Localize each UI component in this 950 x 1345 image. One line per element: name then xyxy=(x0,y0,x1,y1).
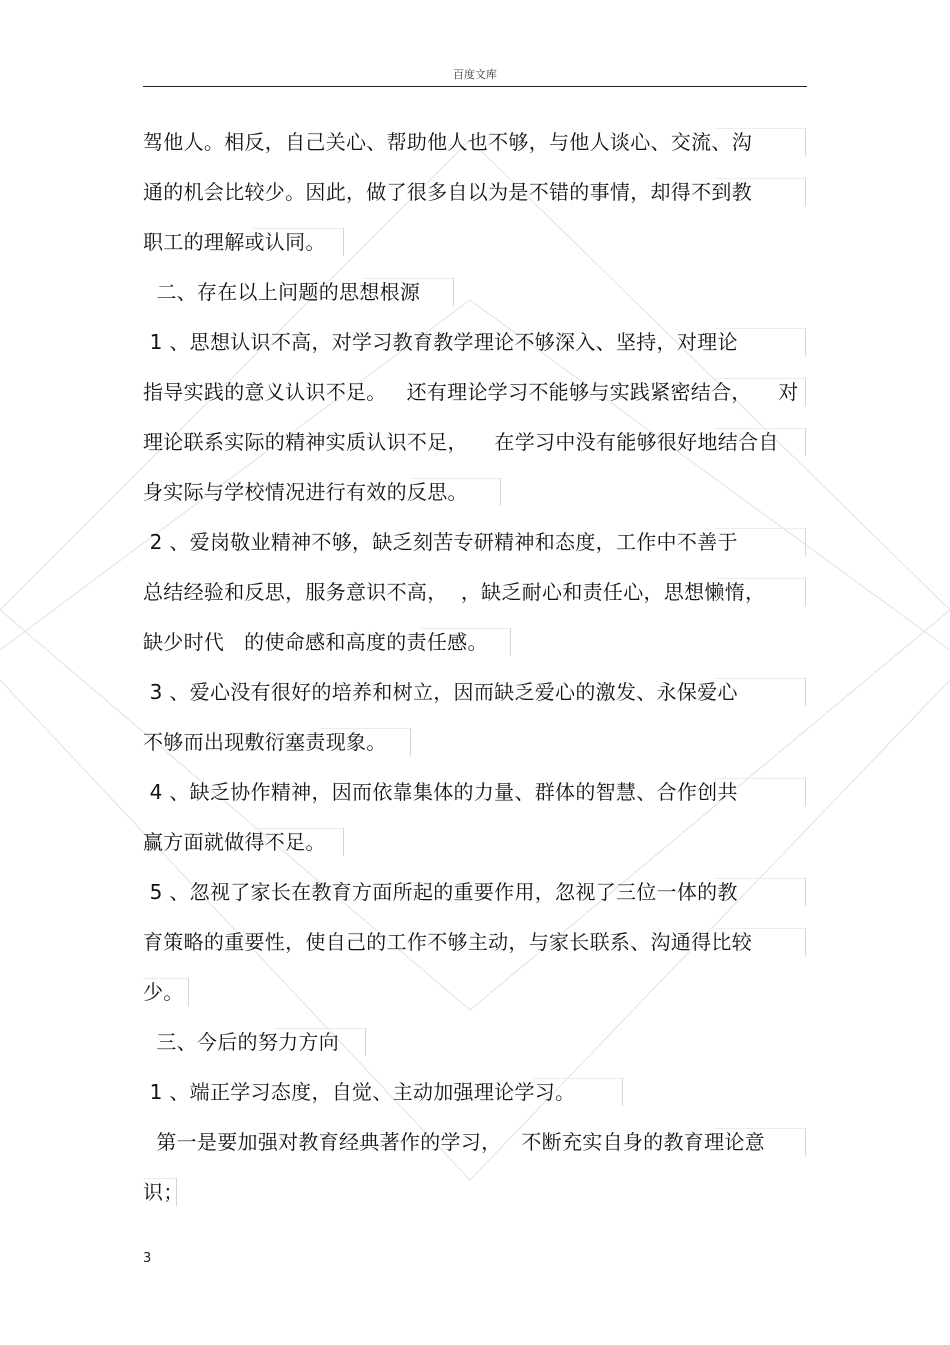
text-line xyxy=(143,1128,807,1156)
line-guide xyxy=(715,178,805,179)
text-line-content: 第一是要加强对教育经典著作的学习， 不断充实自身的教育理论意 xyxy=(143,1130,765,1154)
text-line xyxy=(143,428,807,456)
text-line xyxy=(143,228,345,256)
header-divider xyxy=(143,86,807,87)
text-line-content: 少。 xyxy=(143,980,184,1004)
line-guide xyxy=(420,628,510,629)
line-guide xyxy=(715,1128,805,1129)
line-guide xyxy=(143,1178,176,1179)
text-line-content: 识； xyxy=(143,1180,184,1204)
line-guide xyxy=(715,378,805,379)
line-end-marker xyxy=(500,478,501,506)
line-end-marker xyxy=(805,928,806,956)
line-end-marker xyxy=(410,728,411,756)
line-guide xyxy=(715,928,805,929)
page-number: 3 xyxy=(143,1251,152,1266)
line-end-marker xyxy=(510,628,511,656)
header-title: 百度文库 xyxy=(453,68,497,81)
line-guide xyxy=(143,978,188,979)
line-end-marker xyxy=(805,678,806,706)
text-line xyxy=(143,128,807,156)
line-guide xyxy=(715,678,805,679)
line-end-marker xyxy=(805,128,806,156)
text-line xyxy=(143,278,455,306)
text-line-content: 指导实践的意义认识不足。 还有理论学习不能够与实践紧密结合， 对 xyxy=(143,380,799,404)
text-line-content: 理论联系实际的精神实质认识不足， 在学习中没有能够很好地结合自 xyxy=(143,430,779,454)
text-line-content: 缺少时代 的使命感和高度的责任感。 xyxy=(143,630,488,654)
text-line xyxy=(143,1178,184,1206)
line-guide xyxy=(253,228,343,229)
line-guide xyxy=(275,1028,365,1029)
line-end-marker xyxy=(805,178,806,206)
line-guide xyxy=(532,1078,622,1079)
text-line-content: 驾他人。相反，自己关心、帮助他人也不够，与他人谈心、交流、沟 xyxy=(143,130,752,154)
text-line xyxy=(143,678,807,706)
text-line-content: 二、存在以上问题的思想根源 xyxy=(143,280,421,304)
line-guide xyxy=(715,528,805,529)
text-line-content: 总结经验和反思，服务意识不高， ，缺乏耐心和责任心，思想懒惰， xyxy=(143,580,766,604)
text-line-content: 职工的理解或认同。 xyxy=(143,230,326,254)
text-line-content: 不够而出现敷衍塞责现象。 xyxy=(143,730,387,754)
line-guide xyxy=(410,478,500,479)
line-end-marker xyxy=(176,1178,177,1206)
text-line-content: 通的机会比较少。因此，做了很多自以为是不错的事情，却得不到教 xyxy=(143,180,752,204)
line-end-marker xyxy=(805,578,806,606)
text-line xyxy=(143,528,807,556)
text-line-content: 5 、忽视了家长在教育方面所起的重要作用，忽视了三位一体的教 xyxy=(143,880,738,904)
line-end-marker xyxy=(805,428,806,456)
text-line xyxy=(143,828,345,856)
line-end-marker xyxy=(805,328,806,356)
line-end-marker xyxy=(805,778,806,806)
text-line xyxy=(143,1028,367,1056)
line-guide xyxy=(715,128,805,129)
text-line xyxy=(143,628,512,656)
text-line xyxy=(143,378,807,406)
line-end-marker xyxy=(343,828,344,856)
text-line-content: 3 、爱心没有很好的培养和树立，因而缺乏爱心的激发、永保爱心 xyxy=(143,680,738,704)
line-end-marker xyxy=(622,1078,623,1106)
text-line xyxy=(143,1078,624,1106)
line-guide xyxy=(715,578,805,579)
line-end-marker xyxy=(365,1028,366,1056)
line-end-marker xyxy=(805,878,806,906)
text-line-content: 1 、思想认识不高，对学习教育教学理论不够深入、坚持，对理论 xyxy=(143,330,738,354)
text-line xyxy=(143,928,807,956)
line-guide xyxy=(320,728,410,729)
text-line-content: 育策略的重要性，使自己的工作不够主动，与家长联系、沟通得比较 xyxy=(143,930,752,954)
line-end-marker xyxy=(343,228,344,256)
text-line xyxy=(143,728,412,756)
line-guide xyxy=(363,278,453,279)
text-line-content: 1 、端正学习态度，自觉、主动加强理论学习。 xyxy=(143,1080,576,1104)
line-end-marker xyxy=(805,1128,806,1156)
text-line-content: 赢方面就做得不足。 xyxy=(143,830,326,854)
text-line xyxy=(143,328,807,356)
text-line xyxy=(143,578,807,606)
line-guide xyxy=(715,878,805,879)
text-line xyxy=(143,978,190,1006)
text-line-content: 身实际与学校情况进行有效的反思。 xyxy=(143,480,468,504)
text-line-content: 三、今后的努力方向 xyxy=(143,1030,340,1054)
text-line xyxy=(143,478,502,506)
line-guide xyxy=(715,778,805,779)
text-line xyxy=(143,778,807,806)
text-line xyxy=(143,178,807,206)
line-end-marker xyxy=(805,528,806,556)
text-line-content: 2 、爱岗敬业精神不够，缺乏刻苦专研精神和态度，工作中不善于 xyxy=(143,530,738,554)
line-end-marker xyxy=(805,378,806,406)
line-end-marker xyxy=(188,978,189,1006)
text-line xyxy=(143,878,807,906)
line-guide xyxy=(253,828,343,829)
text-line-content: 4 、缺乏协作精神，因而依靠集体的力量、群体的智慧、合作创共 xyxy=(143,780,738,804)
line-end-marker xyxy=(453,278,454,306)
line-guide xyxy=(715,328,805,329)
line-guide xyxy=(715,428,805,429)
